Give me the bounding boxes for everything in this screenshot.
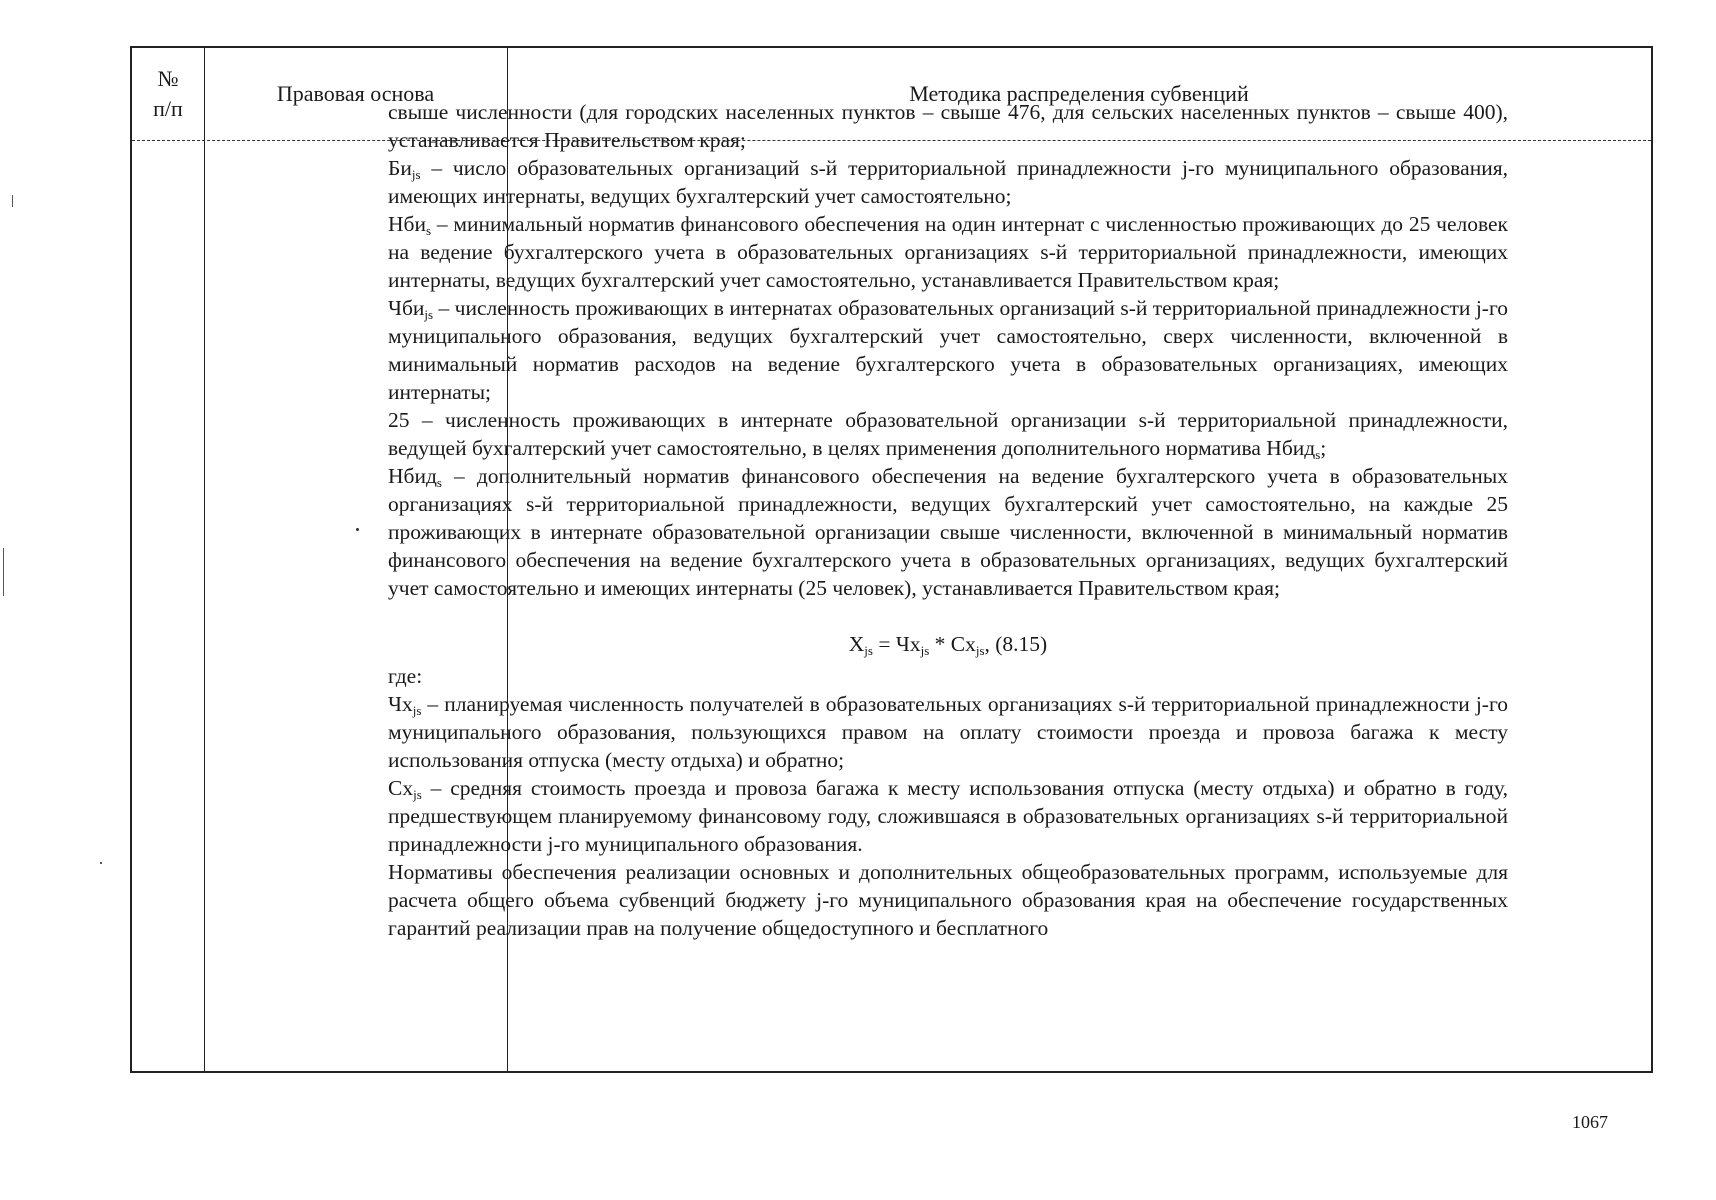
page-number: 1067	[1572, 1112, 1608, 1132]
paragraph-2	[388, 154, 1508, 210]
symbol: Нбид	[388, 464, 437, 488]
subscript: js	[413, 787, 422, 802]
formula-lhs: X	[848, 632, 865, 656]
stray-dot	[356, 528, 359, 531]
scan-mark	[12, 195, 13, 207]
scan-mark	[100, 862, 102, 864]
symbol: Би	[388, 156, 412, 180]
subscript: js	[975, 643, 985, 658]
paragraph-9: Нормативы обеспечения реализации основных и дополнительных общеобразовательных программ, используемые для расчета общего объема субвенций бюджету j-го муниципального образования края на обеспечение государственных гарантий реализации прав на получение общедоступного и бесплатного	[388, 860, 1508, 940]
header-methodology: Методика распределения субвенций	[909, 81, 1249, 106]
column-divider	[204, 48, 205, 1071]
subscript: s	[425, 223, 432, 238]
methodology-text	[388, 98, 1508, 942]
definition: 25 – численность проживающих в интернате образовательной организации s-й территориальной принадлежности, ведущей бухгалтерский учет самостоятельно, в целях применения дополнительного норматива Нбид	[388, 408, 1508, 460]
formula-eq: = Чх	[872, 632, 921, 656]
header-number-line2: п/п	[153, 96, 183, 121]
subscript: js	[424, 307, 434, 322]
symbol: Нби	[388, 212, 426, 236]
where-label: где:	[388, 664, 423, 688]
definition: – средняя стоимость проезда и провоза багажа к месту использования отпуска (месту отдыха) и обратно в году, предшествующем планируемому финансовому году, сложившаяся в образовательных организациях s-й территориальной принадлежности j-го муниципального образования.	[388, 776, 1508, 856]
paragraph-5	[388, 406, 1508, 462]
definition: – дополнительный норматив финансового обеспечения на ведение бухгалтерского учета в образовательных организациях s-й территориальной принадлежности, ведущих бухгалтерский учет самостоятельно, на каждые 25 проживающих в интернате образовательной организации свыше численности, включенной в минимальный норматив финансового обеспечения на ведение бухгалтерского учета в образовательных организациях, ведущих бухгалтерский учет самостоятельно и имеющих интернаты (25 человек), устанавливается Правительством края;	[388, 464, 1508, 600]
paragraph-7	[388, 690, 1508, 774]
paragraph-1: свыше численности (для городских населенных пунктов – свыше 476, для сельских населенных пунктов – свыше 400), устанавливается Правительством края;	[388, 100, 1508, 152]
definition: – численность проживающих в интернатах образовательных организаций s-й территориальной принадлежности j-го муниципального образования, ведущих бухгалтерский учет самостоятельно, сверх численности, включенной в минимальный норматив расходов на ведение бухгалтерского учета в образовательных организациях, имеющих интернаты;	[388, 296, 1508, 404]
scan-mark	[3, 548, 4, 596]
subscript: js	[920, 643, 930, 658]
symbol: Сх	[388, 776, 414, 800]
symbol: Чх	[388, 692, 413, 716]
definition: – планируемая численность получателей в образовательных организациях s-й территориальной принадлежности j-го муниципального образования, пользующихся правом на оплату стоимости проезда и провоза багажа к месту использования отпуска (месту отдыха) и обратно;	[388, 692, 1508, 772]
subscript: s	[436, 475, 442, 490]
paragraph-6	[388, 462, 1508, 602]
header-number-line1: №	[157, 66, 179, 91]
subscript: js	[411, 167, 421, 182]
definition: – число образовательных организаций s-й территориальной принадлежности j-го муниципального образования, имеющих интернаты, ведущих бухгалтерский учет самостоятельно;	[388, 156, 1508, 208]
formula-number: , (8.15)	[984, 632, 1048, 656]
subscript: js	[864, 643, 873, 658]
paragraph-4	[388, 294, 1508, 406]
formula-mul: * Сх	[929, 632, 976, 656]
header-legal-basis: Правовая основа	[276, 81, 435, 106]
symbol: Чби	[388, 296, 425, 320]
subscript: js	[412, 703, 422, 718]
definition: – минимальный норматив финансового обеспечения на один интернат с численностью проживающих до 25 человек на ведение бухгалтерского учета в образовательных организациях s-й территориальной принадлежности, имеющих интернаты, ведущих бухгалтерский учет самостоятельно, устанавливается Правительством края;	[388, 212, 1508, 292]
spacer	[388, 602, 1508, 618]
paragraph-3	[388, 210, 1508, 294]
header-number	[132, 48, 204, 140]
subscript: s	[1315, 447, 1321, 462]
formula-8-15	[388, 630, 1508, 658]
tail: ;	[1320, 436, 1327, 460]
paragraph-8	[388, 774, 1508, 858]
